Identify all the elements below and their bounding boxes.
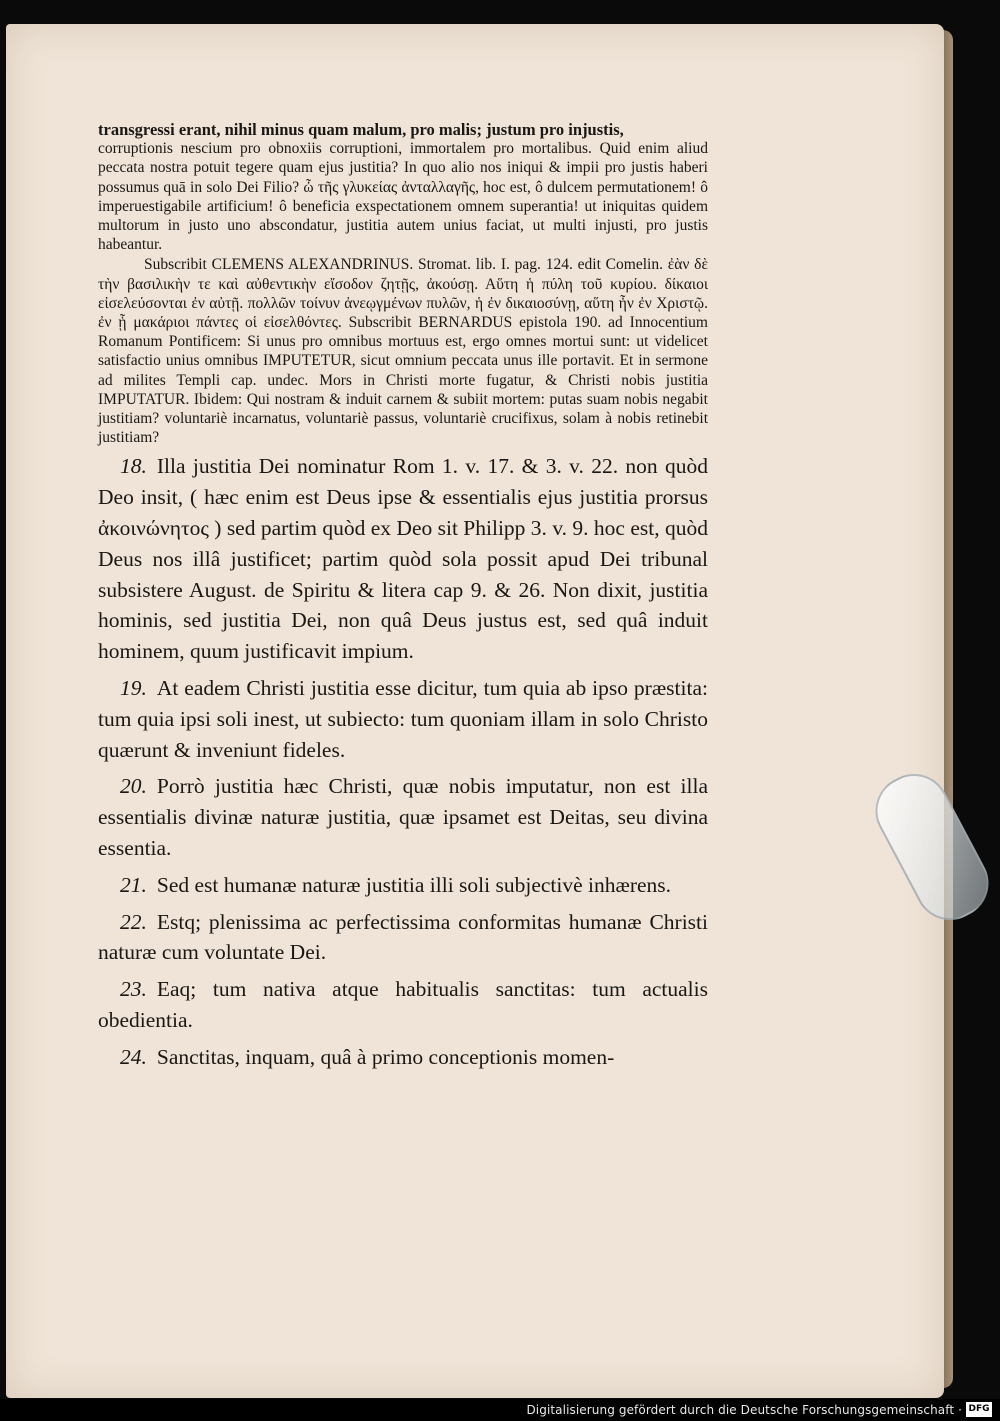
digitization-footer [0, 1399, 1000, 1421]
section-text: At eadem Christi justitia esse dicitur, tum quia ab ipso præstita: tum quia ipsi soli inest, ut subiecto: tum quoniam illam in solo Christo quærunt & inveniunt fideles. [98, 676, 708, 762]
section-number: 22. [120, 909, 147, 934]
section-text: Estq; plenissima ac perfectissima conformitas humanæ Christi naturæ cum voluntate Dei. [98, 909, 708, 965]
section-20 [98, 771, 708, 863]
section-number: 18. [120, 454, 147, 479]
section-22 [98, 907, 708, 969]
section-number: 21. [120, 872, 147, 897]
section-text: Eaq; tum nativa atque habitualis sanctitas: tum actualis obedientia. [98, 977, 708, 1032]
paragraph-block-2: Subscribit CLEMENS ALEXANDRINUS. Stromat. lib. I. pag. 124. edit Comelin. ἐὰν δὲ τὴν βασιλικὴν τε καὶ αὐθεντικὴν εἴσοδον ζητῇς, ἀκούσῃ. Αὕτη ἡ πύλη τοῦ κυρίου. δίκαιοι εἰσελεύσονται ἐν αὐτῇ. πολλῶν τοίνυν ἀνεῳγμένων πυλῶν, ἡ ἐν δικαιοσύνῃ, αὕτη ἦν ἐν Χριστῷ. ἐν ᾗ μακάριοι πάντες οἱ εἰσελθόντες. Subscribit BERNARDUS epistola 190. ad Innocentium Romanum Pontificem: Si unus pro omnibus mortuus est, ergo omnes mortui sunt: ut videlicet satisfactio unius omnibus IMPUTETUR, sicut omnium peccata unus ille portavit. Et in sermone ad milites Templi cap. undec. Mors in Christi morte fugatur, & Christi nobis justitia IMPUTATUR. Ibidem: Qui nostram & induit carnem & subiit mortem: putas suam nobis negabit justitiam? voluntariè incarnatus, voluntariè passus, voluntariè crucifixus, solam à nobis retinebit justitiam? [98, 256, 708, 447]
paragraph-block-1: corruptionis nescium pro obnoxiis corruptioni, immortalem pro mortalibus. Quid enim aliud peccata nostra potuit tegere quam ejus justitia? In quo alio nos iniqui & impii pro justis haberi possumus quā in solo Dei Filio? ὦ τῆς γλυκείας ἀνταλλαγῆς, hoc est, ô dulcem permutationem! ô imperuestigabile artificium! ô beneficia exspectationem omnem superantia! ut iniquitas quidem multorum in justo uno abscondatur, justitia autem unius faciat, ut multi injusti, pro justis habeantur. [98, 140, 708, 254]
section-18 [98, 451, 708, 667]
section-number: 20. [120, 774, 147, 799]
section-text: Sanctitas, inquam, quâ à primo conceptionis momen- [156, 1044, 615, 1069]
section-23 [98, 974, 708, 1036]
section-21 [98, 870, 708, 901]
section-19 [98, 673, 708, 765]
section-text: Sed est humanæ naturæ justitia illi soli subjectivè inhærens. [156, 872, 672, 897]
section-number: 24. [120, 1044, 147, 1069]
dfg-logo-icon: DFG [966, 1402, 992, 1417]
opening-line-text: transgressi erant, nihil minus quam malum, pro malis; justum pro injustis, [98, 120, 624, 139]
page-text [98, 120, 708, 1073]
section-number: 23. [120, 977, 147, 1002]
opening-line [98, 120, 708, 139]
footer-credit: Digitalisierung gefördert durch die Deutsche Forschungsgemeinschaft · [526, 1403, 962, 1417]
section-text: Illa justitia Dei nominatur Rom 1. v. 17. & 3. v. 22. non quòd Deo insit, ( hæc enim est Deus ipse & essentialis ejus justitia prorsus ἀκοινώνητος ) sed partim quòd ex Deo sit Philipp 3. v. 9. hoc est, quòd Deus nos illâ justificet; partim quòd sola possit apud Dei tribunal subsistere August. de Spiritu & litera cap 9. & 26. Non dixit, justitia hominis, sed justitia Dei, non quâ Deus justus est, sed quâ induit hominem, quum justificavit impium. [98, 454, 708, 664]
section-number: 19. [120, 676, 147, 701]
section-24 [98, 1042, 708, 1073]
section-text: Porrò justitia hæc Christi, quæ nobis imputatur, non est illa essentialis divinæ naturæ justitia, quæ ipsamet est Deitas, seu divina essentia. [98, 774, 708, 861]
